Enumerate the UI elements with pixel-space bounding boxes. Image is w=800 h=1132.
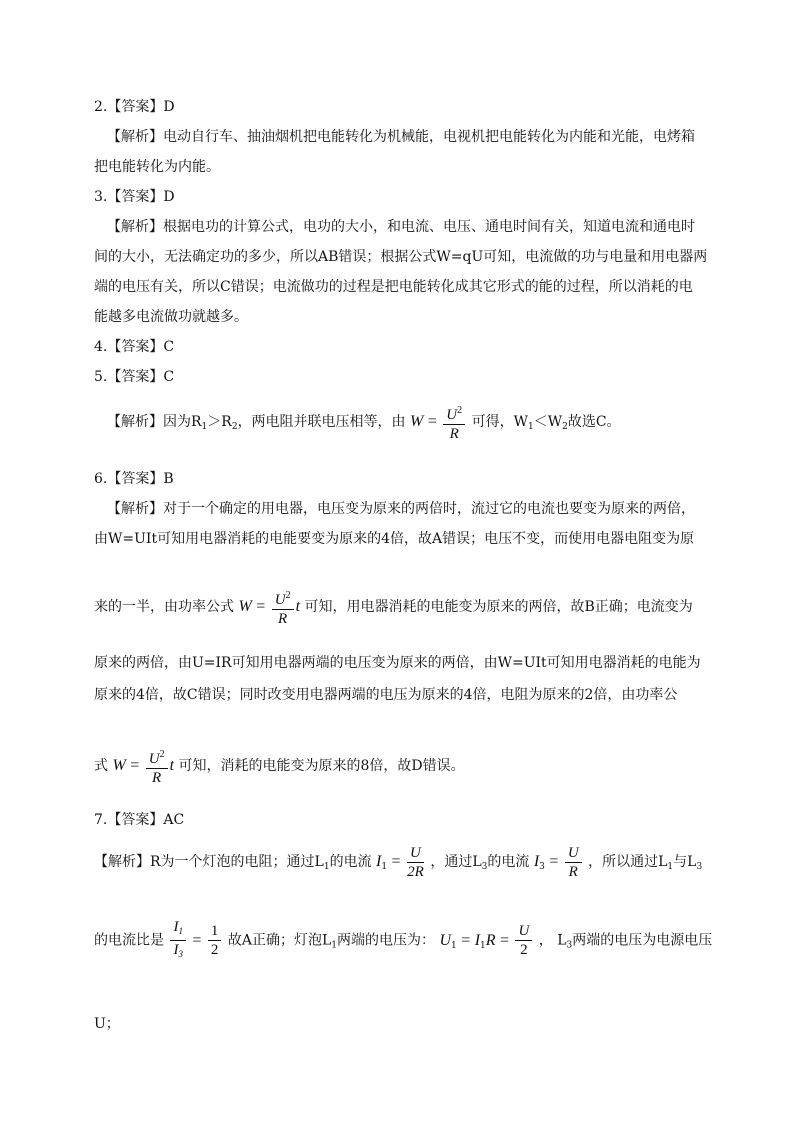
answer-3-heading: 3.【答案】D <box>94 189 175 205</box>
answer-6-explanation-line6: 式 W = $\frac{U^2}{R}$ t 可知，消耗的电能变为原来的8倍，故D错误。 <box>94 744 465 788</box>
answer-6-explanation-line5: 原来的4倍，故C错误；同时改变用电器两端的电压为原来的4倍，电阻为原来的2倍，由功率公 <box>94 687 678 703</box>
formula-ratio: $\frac{I_1}{I_3}$ = $\frac{1}{2}$ <box>168 933 227 949</box>
answer-3-explanation-line2: 间的大小，无法确定功的多少，所以AB错误；根据公式W=qU可知，电流做的功与电量和用电器两 <box>94 249 708 265</box>
answer-7-explanation-line3: U； <box>94 1016 120 1032</box>
formula-w-u2t-r: W = $\frac{U^2}{R}$ t <box>238 599 304 615</box>
formula-i3: $I_3$ = $\frac{U}{R}$ <box>534 854 588 870</box>
answer-2-explanation-line2: 把电能转化为内能。 <box>94 159 220 175</box>
answer-5-heading: 5.【答案】C <box>94 369 175 385</box>
answer-5-explanation-line1: 【解析】因为$R_1>R_2$，两电阻并联电压相等，由 W = $\frac{U^2}{R}$ 可得，$W_1<W_2$故选C。 <box>107 400 621 449</box>
answer-2-explanation-line1: 【解析】电动自行车、抽油烟机把电能转化为机械能，电视机把电能转化为内能和光能，电烤箱 <box>107 129 695 145</box>
answer-6-heading: 6.【答案】B <box>94 471 174 487</box>
answer-3-explanation-line4: 能越多电流做功就越多。 <box>94 309 248 325</box>
answer-3-explanation-line1: 【解析】根据电功的计算公式，电功的大小，和电流、电压、通电时间有关，知道电流和通电时 <box>107 219 695 235</box>
formula-i1: $I_1$ = $\frac{U}{2R}$ <box>376 844 424 880</box>
answer-7-explanation-line2: 的电流比是 $\frac{I_1}{I_3}$ = $\frac{1}{2}$ 故A正确；灯泡$L_1$两端的电压为： $U_1 = I_1R$ = $\frac{U}{2}$ ， $L_3$两端的电压为电源电压 <box>94 919 713 959</box>
answer-7-explanation-line1: 【解析】R为一个灯泡的电阻；通过$L_1$的电流 $I_1$ = $\frac{U}{2R}$ ，通过$L_3$的电流 $I_3$ = $\frac{U}{R}$ ，所以通过$L_1$与$L_3$ <box>94 844 703 880</box>
answer-6-explanation-line1: 【解析】对于一个确定的用电器，电压变为原来的两倍时，流过它的电流也要变为原来的两倍， <box>107 501 695 517</box>
answer-7-heading: 7.【答案】AC <box>94 812 185 828</box>
formula-u1: $U_1 = I_1R$ = $\frac{U}{2}$ <box>439 933 538 949</box>
formula-w-u2-r: W = $\frac{U^2}{R}$ <box>410 414 472 430</box>
answer-3-explanation-line3: 端的电压有关，所以C错误；电流做功的过程是把电能转化成其它形式的能的过程，所以消耗的电 <box>94 279 693 295</box>
answer-4-heading: 4.【答案】C <box>94 339 175 355</box>
formula-w-u2t-r-2: W = $\frac{U^2}{R}$ t <box>112 758 178 774</box>
answer-2-heading: 2.【答案】D <box>94 99 175 115</box>
answer-6-explanation-line3: 来的一半，由功率公式 W = $\frac{U^2}{R}$ t 可知，用电器消耗的电能变为原来的两倍，故B正确；电流变为 <box>94 585 693 629</box>
answer-6-explanation-line2: 由W=UIt可知用电器消耗的电能要变为原来的4倍，故A错误；电压不变，而使用电器电阻变为原 <box>94 531 695 547</box>
answer-6-explanation-line4: 原来的两倍，由U=IR可知用电器两端的电压变为原来的两倍，由W=UIt可知用电器消耗的电能为 <box>94 655 701 671</box>
